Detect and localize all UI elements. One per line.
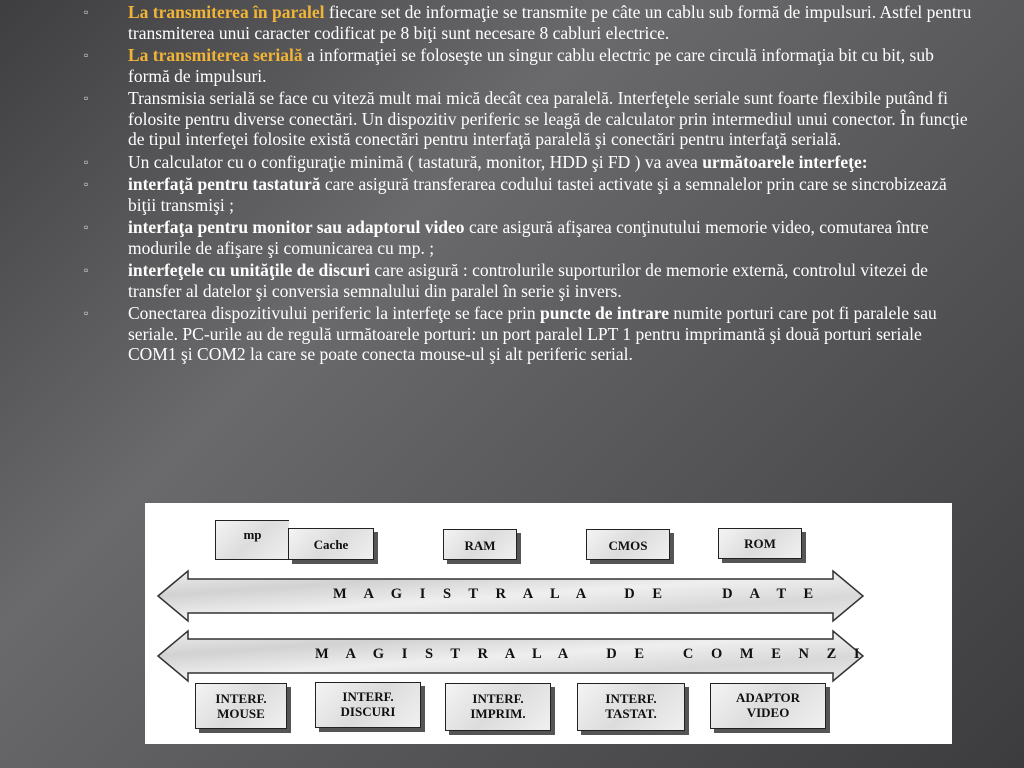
list-item [84, 88, 974, 150]
ram-box [443, 529, 517, 560]
bullet-marker: ▫ [84, 177, 89, 191]
bus-diagram [145, 503, 952, 744]
list-item [84, 174, 974, 215]
bold-term: interfaţa pentru monitor sau adaptorul video [128, 217, 465, 237]
data-bus-label: M A G I S T R A L A D E D A T E [333, 586, 821, 602]
item-text: Un calculator cu o configuraţie minimă ( tastatură, monitor, HDD şi FD ) va avea [128, 151, 703, 172]
mp-label: mp [243, 527, 262, 542]
interf-imprim-box [445, 683, 551, 731]
list-item [84, 303, 974, 365]
cmos-box [586, 529, 670, 560]
bold-term: interfaţă pentru tastatură [128, 174, 321, 194]
interf-imprim-line2: IMPRIM. [470, 706, 526, 721]
interf-mouse-line1: INTERF. [215, 691, 267, 706]
interf-mouse-line2: MOUSE [217, 706, 265, 721]
cache-label: Cache [313, 537, 349, 552]
bold-term: următoarele interfeţe: [702, 151, 868, 172]
interf-discuri-line2: DISCURI [340, 704, 396, 719]
bullet-marker: ▫ [84, 220, 89, 234]
bullet-marker: ▫ [84, 154, 89, 169]
item-text: Transmisia serială se face cu viteză mult mai mică decât cea paralelă. Interfeţele seriale sunt foarte flexibile putând fi folosite pentru diverse conectări. Un dispozitiv periferic se leagă de calculator prin intermediul unui conector. În funcţie de tipul interfeţei folosite există conectări pentru interfaţă paralelă şi conectări pentru interfaţă serială. [128, 88, 968, 149]
interf-discuri-box [315, 682, 421, 728]
ram-label: RAM [464, 538, 496, 553]
rom-label: ROM [744, 536, 776, 551]
item-text: fiecare set de informaţie se transmite pe câte un cablu sub formă de impulsuri. Astfel pentru transmiterea unui caracter codificat pe 8 biţi sunt necesare 8 cabluri electrice. [128, 2, 972, 43]
item-text: a informaţiei se foloseşte un singur cablu electric pe care circulă informaţia bit cu bit, sub formă de impulsuri. [128, 45, 934, 86]
item-text: care asigură : controlurile suporturilor de memorie externă, controlul vitezei de transfer al datelor şi conversia semnalului din paralel în serie şi invers. [128, 260, 928, 301]
bullet-marker: ▫ [84, 5, 89, 19]
rom-box [718, 528, 802, 559]
mp-box [215, 520, 289, 560]
bullet-marker: ▫ [84, 48, 89, 62]
item-text: Conectarea dispozitivului periferic la interfeţe se face prin [128, 303, 541, 323]
control-bus-label: M A G I S T R A L A D E C O M E N Z I [315, 646, 867, 662]
bold-term: puncte de intrare [540, 303, 669, 323]
list-item [84, 45, 974, 86]
bullet-marker: ▫ [84, 306, 89, 320]
bullet-marker: ▫ [84, 91, 89, 105]
interf-mouse-box [195, 683, 287, 729]
adaptor-video-line1: ADAPTOR [735, 690, 801, 705]
bullet-list [84, 2, 974, 367]
item-text-after: numite porturi care pot fi paralele sau seriale. PC-urile au de regulă următoarele porturi: un port paralel LPT 1 pentru imprimantă şi două porturi seriale COM1 şi COM2 la care se poate conecta mouse-ul şi alt periferic serial. [128, 303, 937, 364]
list-item [84, 217, 974, 258]
interf-tastat-line1: INTERF. [605, 691, 657, 706]
list-item [84, 2, 974, 43]
list-item [84, 260, 974, 301]
interf-tastat-box [577, 683, 685, 731]
interf-imprim-line1: INTERF. [472, 691, 524, 706]
list-item [84, 152, 974, 173]
adaptor-video-line2: VIDEO [746, 705, 790, 720]
highlight-term: La transmiterea în paralel [128, 2, 325, 22]
adaptor-video-box [710, 683, 826, 729]
cmos-label: CMOS [608, 538, 648, 553]
item-text: care asigură transferarea codului tastei activate şi a semnalelor prin care se sincrobizează biţii transmişi ; [128, 174, 947, 215]
interf-tastat-line2: TASTAT. [605, 706, 657, 721]
bold-term: interfeţele cu unităţile de discuri [128, 260, 371, 280]
cache-box [288, 528, 374, 560]
highlight-term: La transmiterea serială [128, 45, 303, 65]
bullet-marker: ▫ [84, 263, 89, 277]
interf-discuri-line1: INTERF. [342, 689, 394, 704]
item-text: care asigură afişarea conţinutului memorie video, comutarea între modurile de afişare şi comunicarea cu mp. ; [128, 217, 929, 258]
